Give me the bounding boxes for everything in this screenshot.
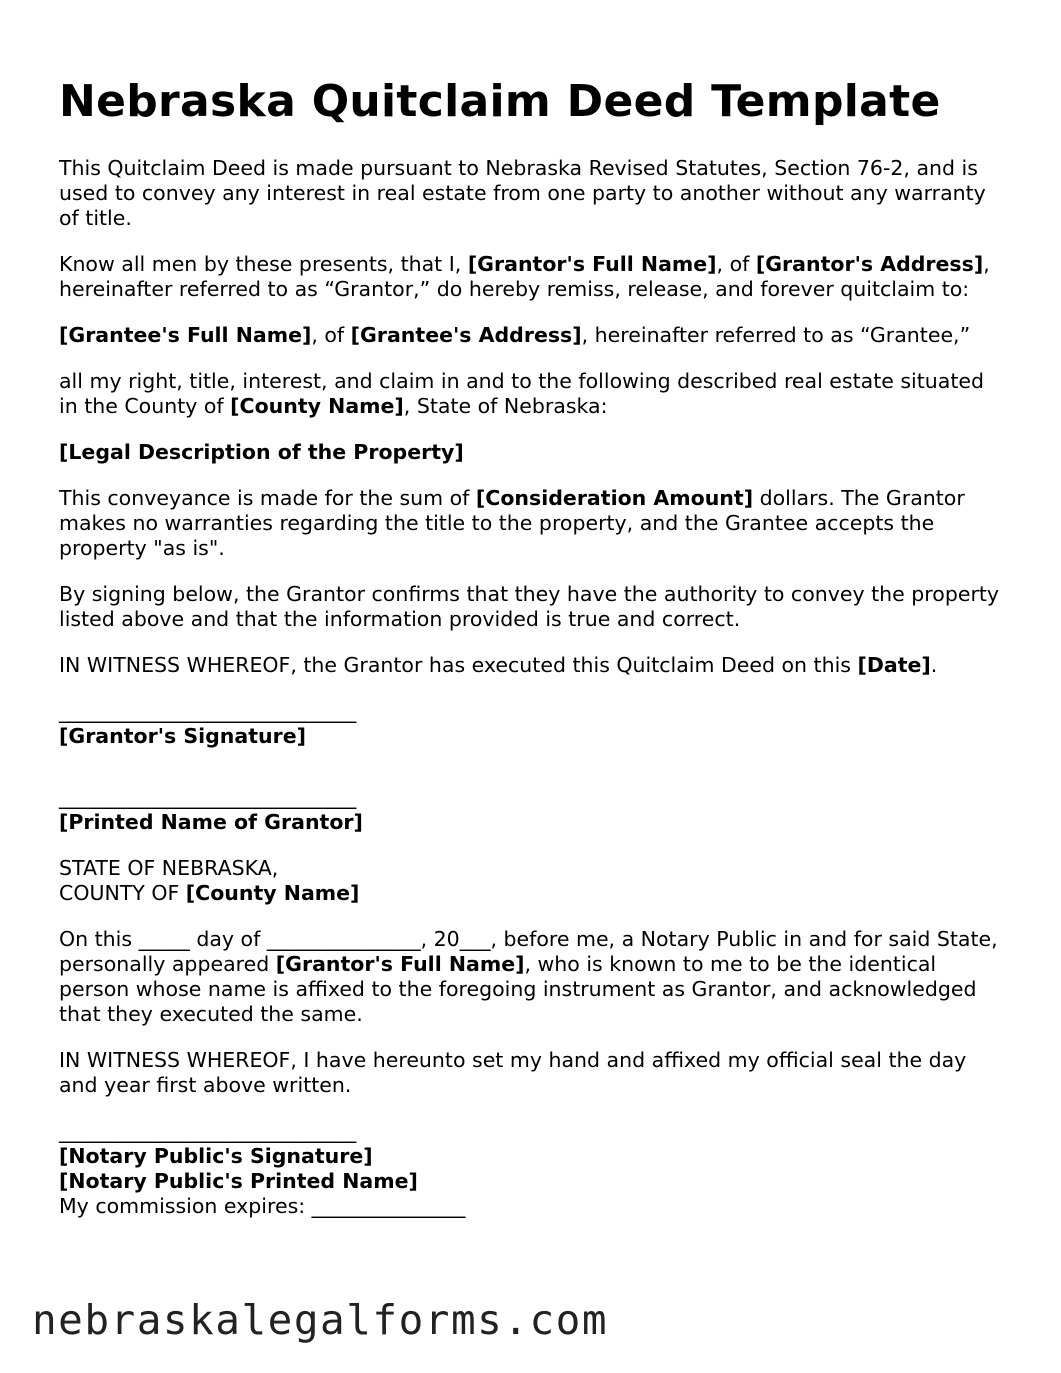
- venue-county-placeholder: [County Name]: [185, 881, 360, 905]
- printed-name-line[interactable]: _____________________________: [59, 785, 357, 809]
- date-placeholder: [Date]: [857, 653, 931, 677]
- consideration-amount-placeholder: [Consideration Amount]: [475, 486, 754, 510]
- text-segment: This conveyance is made for the sum of: [59, 486, 476, 510]
- text-segment: , hereinafter referred to as “Grantee,”: [581, 323, 971, 347]
- notary-signature-text: [Notary Public's Signature]: [59, 1144, 373, 1168]
- notary-acknowledgment-paragraph: [59, 927, 1009, 1027]
- intro-paragraph: This Quitclaim Deed is made pursuant to Nebraska Revised Statutes, Section 76-2, and is used to convey any interest in real estate from one party to another without any warranty of title.: [59, 156, 986, 230]
- commission-expires[interactable]: My commission expires: _______________: [59, 1194, 466, 1218]
- text-segment: , of: [716, 252, 756, 276]
- footer-watermark: nebraskalegalforms.com: [32, 1296, 609, 1344]
- grantee-address-placeholder: [Grantee's Address]: [350, 323, 582, 347]
- notary-printed-name-label: [59, 1169, 1009, 1194]
- page-title: Nebraska Quitclaim Deed Template: [59, 76, 941, 127]
- witness-paragraph: [59, 653, 1009, 678]
- venue-block: [59, 856, 1009, 906]
- printed-name-text: [Printed Name of Grantor]: [59, 810, 363, 834]
- notary-signature-line[interactable]: _____________________________: [59, 1119, 357, 1143]
- signing-paragraph: By signing below, the Grantor confirms that they have the authority to convey the property listed above and that the information provided is true and correct.: [59, 582, 1000, 631]
- legal-description: [59, 440, 1009, 465]
- text-segment: On this _____ day of _______________, 20___, before me, a Notary Public in and for said State, personally appeared: [59, 927, 998, 976]
- grantee-name-placeholder: [Grantee's Full Name]: [59, 323, 312, 347]
- conveyance-paragraph: [59, 252, 1009, 302]
- notary-signature-block: [59, 1119, 1009, 1219]
- grantor-address-placeholder: [Grantor's Address]: [755, 252, 984, 276]
- text-segment: .: [930, 653, 938, 677]
- grantor-signature-line[interactable]: _____________________________: [59, 699, 357, 723]
- text-segment: , State of Nebraska:: [403, 394, 608, 418]
- printed-name-label: [59, 810, 1009, 835]
- grantor-signature-text: [Grantor's Signature]: [59, 724, 307, 748]
- text-segment: IN WITNESS WHEREOF, the Grantor has executed this Quitclaim Deed on this: [59, 653, 858, 677]
- consideration-paragraph: [59, 486, 1009, 561]
- grantor-name-placeholder: [Grantor's Full Name]: [467, 252, 717, 276]
- text-segment: , who is known to me to be the identical person whose name is affixed to the foregoing instrument as Grantor, and acknowledged that they executed the same.: [59, 952, 977, 1026]
- text-segment: Know all men by these presents, that I,: [59, 252, 468, 276]
- venue-county-prefix: COUNTY OF: [59, 881, 186, 905]
- venue-state: STATE OF NEBRASKA,: [59, 856, 279, 880]
- county-name-placeholder: [County Name]: [230, 394, 404, 418]
- notary-signature-label: [59, 1144, 1009, 1169]
- grantee-paragraph: [59, 323, 1009, 348]
- text-segment: , of: [311, 323, 351, 347]
- text-segment: , hereinafter referred to as “Grantor,” do hereby remiss, release, and forever quitclaim to:: [59, 252, 990, 301]
- notary-witness-paragraph: IN WITNESS WHEREOF, I have hereunto set my hand and affixed my official seal the day and year first above written.: [59, 1048, 967, 1097]
- grantor-signature-label: [59, 724, 1009, 749]
- property-paragraph: [59, 369, 1009, 419]
- text-segment: all my right, title, interest, and claim in and to the following described real estate situated in the County of: [59, 369, 985, 418]
- legal-description-placeholder: [Legal Description of the Property]: [59, 440, 464, 464]
- notary-grantor-name-placeholder: [Grantor's Full Name]: [275, 952, 525, 976]
- notary-printed-name-text: [Notary Public's Printed Name]: [59, 1169, 418, 1193]
- text-segment: dollars. The Grantor makes no warranties regarding the title to the property, and the Grantee accepts the property "as is".: [59, 486, 965, 560]
- grantor-signature-block: [59, 699, 1009, 835]
- document-page: [59, 78, 1009, 1240]
